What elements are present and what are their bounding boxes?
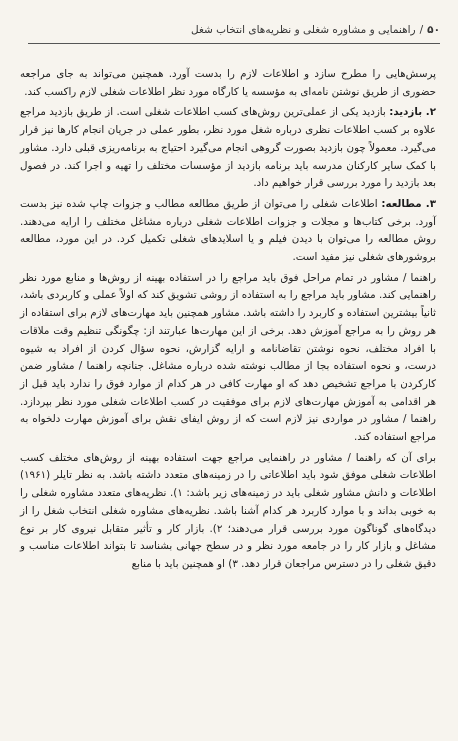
paragraph-lead: ۳. مطالعه: [381,197,436,210]
paragraph-text: اطلاعات شغلی را می‌توان از طریق مطالعه مطالب و جزوات چاپ شده نیز بدست آورد. برخی کتاب‌ها و مجلات و جزوات اطلاعات شغلی درباره مشاغل مختلف را ارایه می‌دهند. روش مطالعه را می‌توان با دیدن فیلم و یا اسلایدهای شغلی تکمیل کرد. در این مورد، مطالعه بروشورهای شغلی نیز مفید است. [20,197,436,264]
paragraph-text: پرسش‌هایی را مطرح سازد و اطلاعات لازم را بدست آورد. همچنین می‌تواند به جای مراجعه حضوری از طریق نوشتن نامه‌ای به مؤسسه یا کارگاه مورد نظر اطلاعات شغلی لازم راکسب کند. [20,68,436,98]
running-header [28,20,440,40]
paragraph-text: راهنما / مشاور در تمام مراحل فوق باید مراجع را در استفاده بهینه از روش‌ها و منابع مورد نظر راهنمایی کند. مشاور باید مراجع را به استفاده از روشی تشویق کند که اولاً عملی و کاربردی باشد، ثانیاً بیشترین استفاده و کاربرد را داشته باشد. مشاور همچنین باید مهارت‌های لازم برای استفاده از هر روش را به مراجع آموزش دهد. برخی از این مهارت‌ها عبارتند از: چگونگی تنظیم وقت ملاقات با افراد مختلف، نحوه نوشتن تقاضانامه و ارایه گزارش، نحوه سؤال کردن از افراد به شیوه درست، و نحوه استفاده بجا از مطالب نوشته شده درباره مشاغل. جنانچه راهنما / مشاور ضمن کارکردن با مراجع تشخیص دهد که او مهارت کافی در هر کدام از موارد فوق را ندارد باید قبل از هر اقدامی به آموزش مهارت‌های لازم برای موفقیت در کسب اطلاعات شغلی مورد نظر بپردازد. راهنما / مشاور در مواردی نیز لازم است که از روش ایفای نقش برای آموزش مهارت دلخواه به مراجع استفاده کند. [20,271,436,444]
paragraph-text: برای آن که راهنما / مشاور در راهنمایی مراجع جهت استفاده بهینه از روش‌های مختلف کسب اطلاعات شغلی موفق شود باید اطلاعاتی را در زمینه‌های متعدد داشته باشد. به نظر تایلر (۱۹۶۱) اطلاعات و دانش مشاور شغلی باید در زمینه‌های زیر باشد: ۱). نظریه‌های متعدد مشاوره شغلی را به خوبی بداند و با موارد کاربرد هر کدام آشنا باشد. نظریه‌های مشاوره شغلی انتخاب شغل را از دیدگاه‌های گوناگون مورد بررسی قرار می‌دهند؛ ۲). بازار کار و تأثیر متقابل نیروی کار بر نوع مشاغل و بازار کار را در جامعه مورد نظر و در سطح جهانی بشناسد تا بتواند اطلاعات مناسب و دقیق شغلی را در دسترس مراجعان قرار دهد. ۳) او همچنین باید با منابع [20,451,436,570]
running-title: راهنمایی و مشاوره شغلی و نظریه‌های انتخاب شغل [191,24,416,36]
paragraph-study [20,196,436,267]
page-number: ۵۰ [427,24,440,36]
header-rule [28,43,440,44]
paragraph-visit [20,104,436,193]
paragraph-text: بازدید یکی از عملی‌ترین روش‌های کسب اطلاعات شغلی است. از طریق بازدید مراجع علاوه بر کسب اطلاعات نظری درباره شغل مورد نظر، بطور عملی در جریان انجام کارها نیز قرار می‌گیرد. معمولاً چون بازدید بصورت گروهی انجام می‌گیرد احتیاج به برنامه‌ریزی قبلی دارد. مشاور با کمک سایر کارکنان مدرسه باید برنامه بازدید از مؤسسات مختلف را تهیه و اجرا کند. در فصول بعد بازدید را مورد بررسی قرار خواهیم داد. [20,106,436,190]
paragraph-counselor-knowledge [20,450,436,574]
body-text [20,66,436,574]
paragraph-intro [20,66,436,101]
header-separator: / [419,24,424,36]
paragraph-lead: ۲. بازدید: [389,106,436,119]
paragraph-counselor-role [20,270,436,447]
